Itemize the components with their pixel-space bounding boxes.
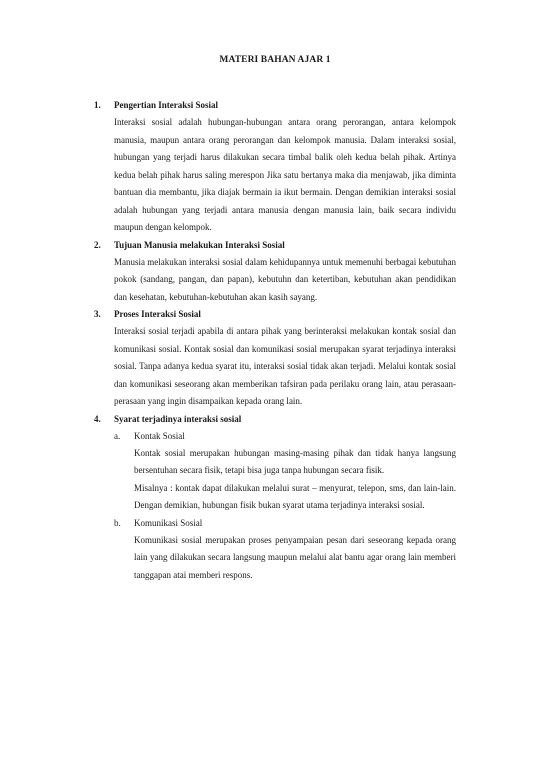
section-heading: [94, 411, 456, 428]
section-number: 4.: [94, 413, 101, 424]
subsection-title: Kontak Sosial: [134, 430, 185, 441]
section-heading: [94, 237, 456, 254]
subsection-letter: a.: [114, 430, 121, 441]
section-2: [94, 237, 456, 307]
section-number: 2.: [94, 239, 101, 250]
section-number: 3.: [94, 309, 101, 319]
subsection-paragraph: Komunikasi sosial merupakan proses penyampaian pesan dari seseorang kepada orang lain yang dilakukan secara langsung maupun melalui alat bantu agar orang lain memberi tanggapan atai memberi respons.: [134, 534, 456, 580]
section-number: 1.: [94, 100, 101, 110]
section-title: Proses Interaksi Sosial: [114, 309, 201, 319]
section-title: Tujuan Manusia melakukan Interaksi Sosial: [114, 239, 285, 250]
section-1: [94, 97, 456, 237]
subsection-title: Komunikasi Sosial: [134, 517, 203, 528]
section-title: Syarat terjadinya interaksi sosial: [114, 413, 242, 424]
section-3: [94, 306, 456, 411]
document-title: MATERI BAHAN AJAR 1: [219, 55, 331, 65]
subsection-b: [114, 515, 456, 585]
document-body: [94, 97, 456, 584]
subsection-a: [114, 428, 456, 515]
section-paragraph: Interaksi sosial terjadi apabila di antara pihak yang berinteraksi melakukan kontak sosial dan komunikasi sosial. Kontak sosial dan komunikasi sosial merupakan syarat terjadinya interaksi sosial. Tanpa adanya kedua syarat itu, interaksi sosial tidak akan terjadi. Melalui kontak sosial dan komunikasi seseorang akan memberikan tafsiran pada perilaku orang lain, atau perasaan-perasaan yang ingin disampaikan kepada orang lain.: [114, 326, 456, 406]
section-heading: [94, 306, 456, 323]
section-paragraph: Manusia melakukan interaksi sosial dalam kehidupannya untuk memenuhi berbagai kebutuhan pokok (sandang, pangan, dan papan), kebutuhn dan ketertiban, kebutuhan akan pendidikan dan kesehatan, kebutuhan-kebutuhan akan kasih sayang.: [114, 256, 456, 302]
subsection-heading: [114, 428, 456, 445]
subsection-heading: [114, 515, 456, 532]
subsection-paragraph: Kontak sosial merupakan hubungan masing-masing pihak dan tidak hanya langsung bersentuhan secara fisik, tetapi bisa juga tanpa hubungan secara fisik.: [134, 447, 456, 475]
subsection-paragraph: Misalnya : kontak dapat dilakukan melalui surat – menyurat, telepon, sms, dan lain-lain. Dengan demikian, hubungan fisik bukan syarat utama terjadinya interaksi sosial.: [134, 482, 456, 510]
subsection-letter: b.: [114, 517, 121, 528]
section-4: [94, 411, 456, 585]
section-title: Pengertian Interaksi Sosial: [114, 100, 219, 110]
section-paragraph: Interaksi sosial adalah hubungan-hubungan antara orang perorangan, antara kelompok manusia, maupun antara orang perorangan dan kelompok manusia. Dalam interaksi sosial, hubungan yang terjadi harus dilakukan secara timbal balik oleh kedua belah pihak. Artinya kedua belah pihak harus saling merespon Jika satu bertanya maka dia menjawab, jika diminta bantuan dia membantu, jika diajak bermain ia ikut bermain. Dengan demikian interaksi sosial adalah hubungan yang terjadi antara manusia dengan manusia lain, baik secara individu maupun dengan kelompok.: [114, 117, 456, 232]
section-heading: [94, 97, 456, 114]
